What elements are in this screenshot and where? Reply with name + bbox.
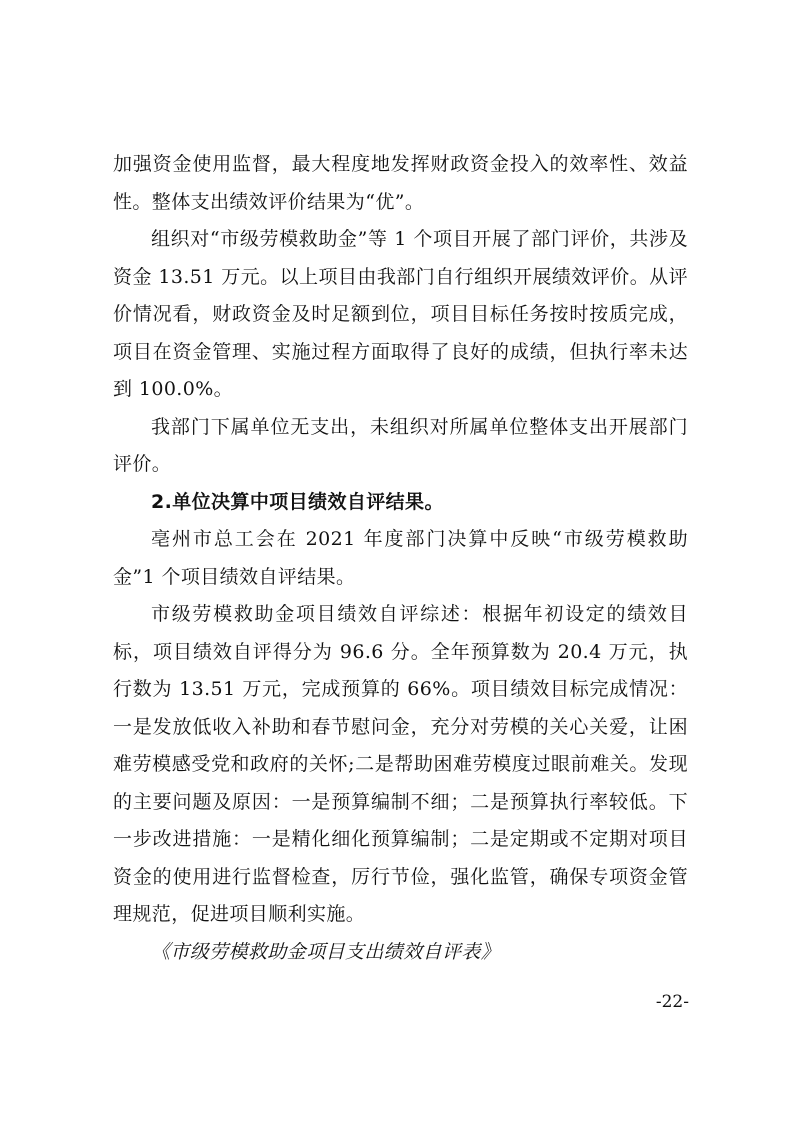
paragraph-self-evaluation-intro: 亳州市总工会在 2021 年度部门决算中反映“市级劳模救助金”1 个项目绩效自评结果。	[113, 528, 688, 588]
table-title: 《市级劳模救助金项目支出绩效自评表》	[151, 940, 501, 963]
page-number: -22-	[655, 992, 689, 1012]
paragraph-department-evaluation: 组织对“市级劳模救助金”等 1 个项目开展了部门评价，共涉及资金 13.51 万元。以上项目由我部门自行组织开展绩效评价。从评价情况看，财政资金及时足额到位，项目目标任务按时按质完成，项目在资金管理、实施过程方面取得了良好的成绩，但执行率未达到 100.0%。	[113, 228, 688, 400]
body-text	[113, 146, 688, 971]
paragraph-overall-result: 加强资金使用监督，最大程度地发挥财政资金投入的效率性、效益性。整体支出绩效评价结果为“优”。	[113, 153, 688, 213]
paragraph-subordinate-units: 我部门下属单位无支出，未组织对所属单位整体支出开展部门评价。	[113, 415, 688, 475]
section-heading: 2.单位决算中项目绩效自评结果。	[151, 490, 444, 513]
paragraph-project-summary: 市级劳模救助金项目绩效自评综述：根据年初设定的绩效目标，项目绩效自评得分为 96.6 分。全年预算数为 20.4 万元，执行数为 13.51 万元，完成预算的 66%。项目绩效目标完成情况：一是发放低收入补助和春节慰问金，充分对劳模的关心关爱，让困难劳模感受党和政府的关怀;二是帮助困难劳模度过眼前难关。发现的主要问题及原因：一是预算编制不细；二是预算执行率较低。下一步改进措施：一是精化细化预算编制；二是定期或不定期对项目资金的使用进行监督检查，厉行节俭，强化监管，确保专项资金管理规范，促进项目顺利实施。	[113, 603, 688, 925]
